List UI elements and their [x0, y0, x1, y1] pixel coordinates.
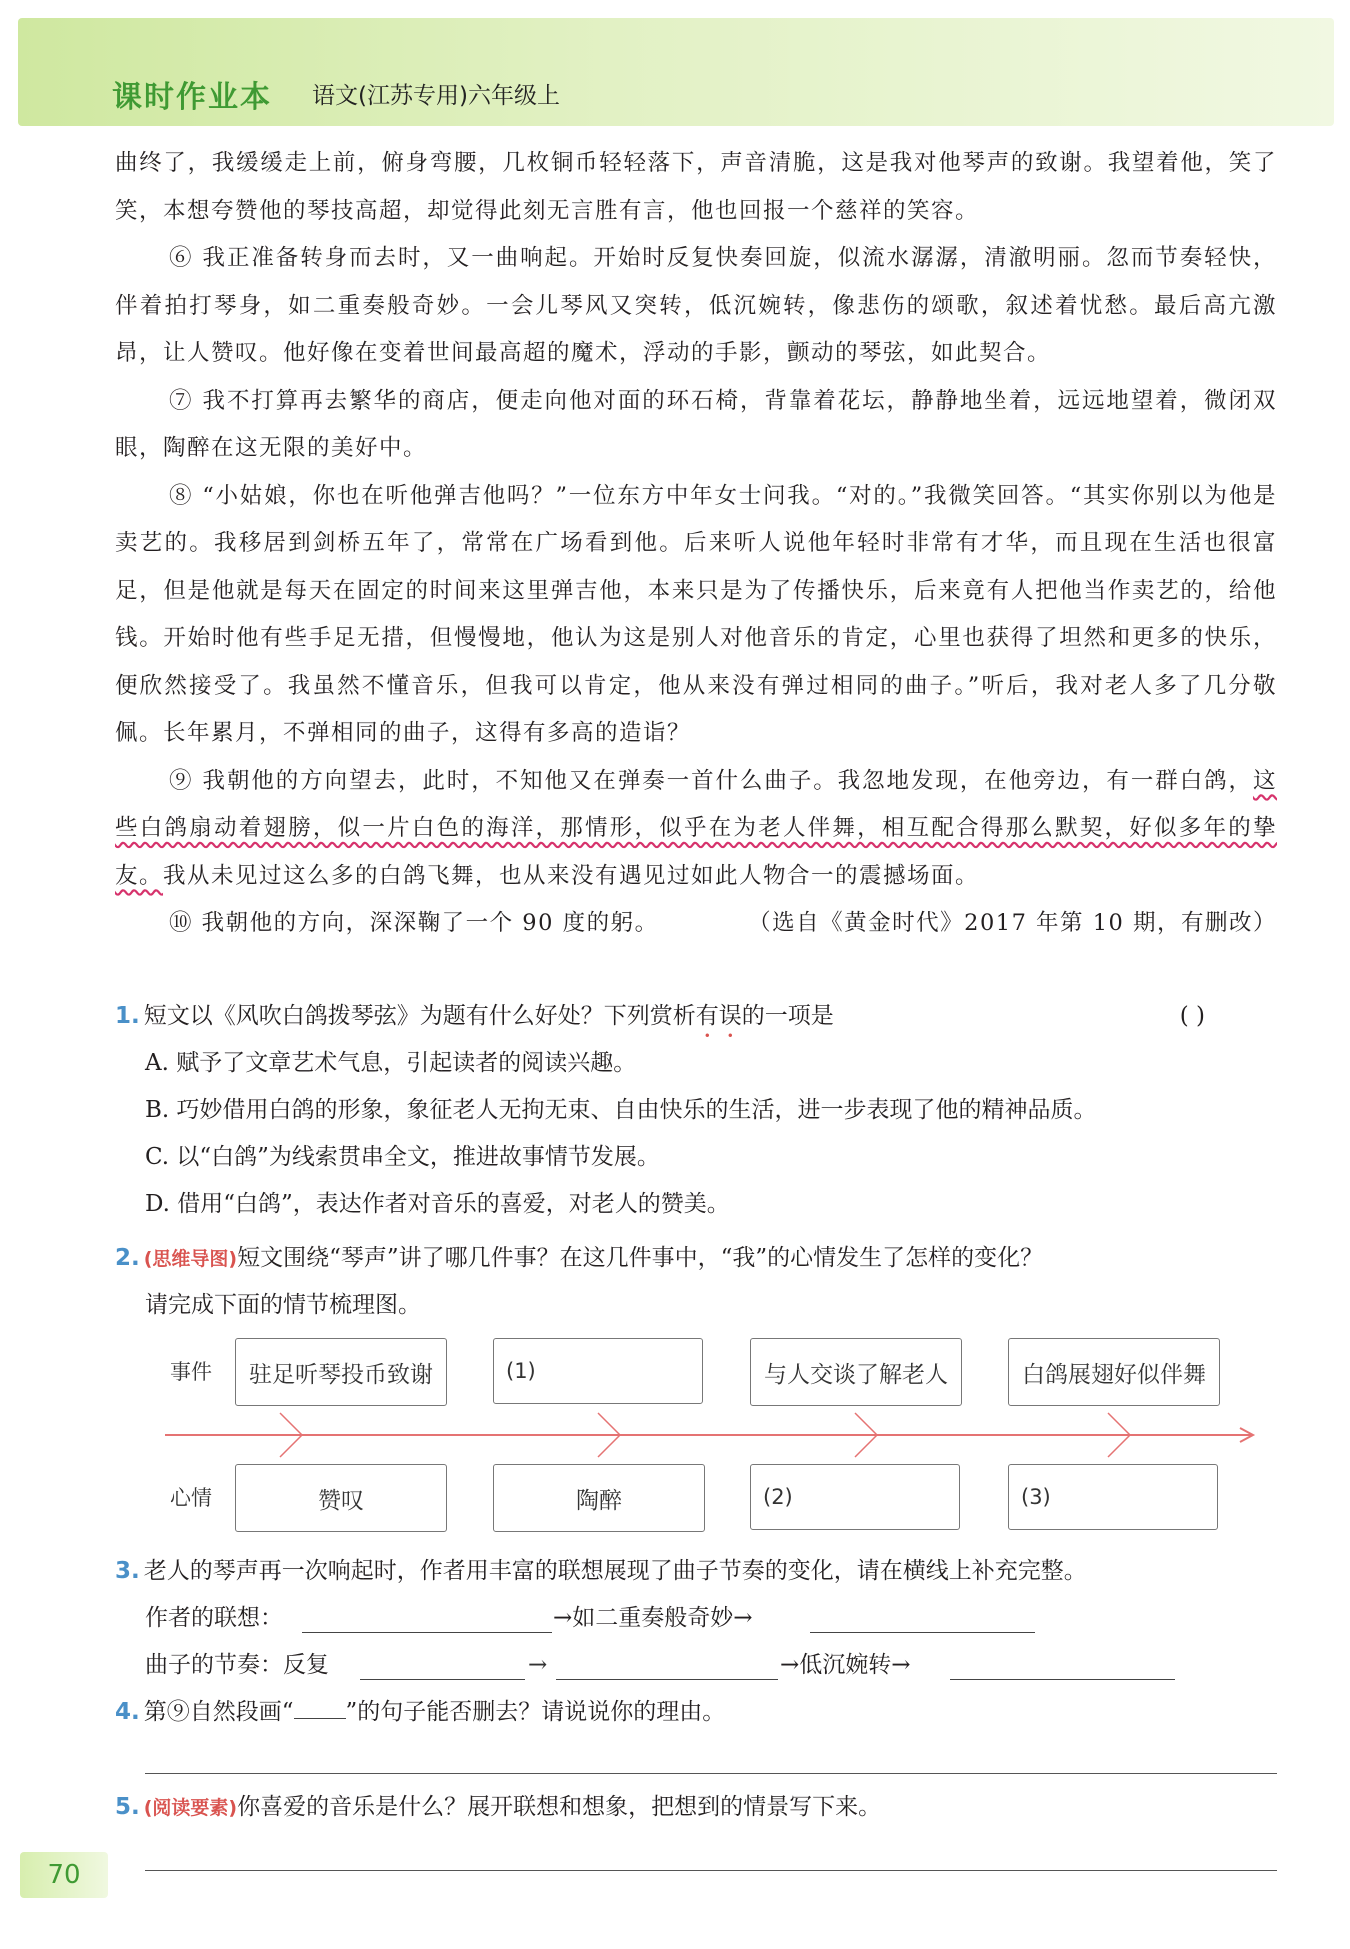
question-4-answer-line[interactable] [145, 1773, 1277, 1774]
source-citation: （选自《黄金时代》2017 年第 10 期，有删改） [748, 910, 1277, 936]
association-blank-1[interactable] [302, 1632, 552, 1633]
event-label: 事件 [170, 1360, 212, 1384]
mood-box-3[interactable]: (2) [750, 1464, 960, 1530]
paragraph-9-end: 我从未见过这么多的白鸽飞舞，也从来没有遇见过如此人物合一的震撼场面。 [163, 862, 980, 889]
paragraph-9-start: ⑨ 我朝他的方向望去，此时，不知他又在弹奏一首什么曲子。我忽地发现，在他旁边，有一群白鸽， [169, 767, 1253, 794]
association-blank-2[interactable] [810, 1632, 1035, 1633]
rhythm-middle: →低沉婉转→ [780, 1652, 911, 1678]
reading-element-tag: (阅读要素) [143, 1797, 238, 1819]
question-3 [115, 1549, 1285, 1593]
question-2-text-2: 请完成下面的情节梳理图。 [145, 1292, 421, 1318]
rhythm-blank-2[interactable] [556, 1679, 778, 1680]
event-box-1: 驻足听琴投币致谢 [235, 1338, 447, 1406]
option-b[interactable]: B. 巧妙借用白鸽的形象，象征老人无拘无束、自由快乐的生活，进一步表现了他的精神品质。 [145, 1097, 1097, 1123]
paragraph-6: ⑥ 我正准备转身而去时，又一曲响起。开始时反复快奏回旋，似流水潺潺，清澈明丽。忽而节奏轻快，伴着拍打琴身，如二重奏般奇妙。一会儿琴风又突转，低沉婉转，像悲伤的颂歌，叙述着忧愁。最后高亢激昂，让人赞叹。他好像在变着世间最高超的魔术，浮动的手影，颤动的琴弦，如此契合。 [115, 245, 1277, 366]
question-2-number: 2. [115, 1245, 140, 1271]
question-4-text-b: ”的句子能否删去？请说说你的理由。 [345, 1699, 726, 1725]
wavy-underlined-sentence: 这些白鸽扇动着翅膀，似一片白色的海洋，那情形，似乎在为老人伴舞，相互配合得那么默契，好似多年的挚友。 [115, 767, 1277, 889]
page-number: 70 [20, 1852, 108, 1898]
paragraph-8: ⑧ “小姑娘，你也在听他弹吉他吗？”一位东方中年女士问我。“对的。”我微笑回答。“其实你别以为他是卖艺的。我移居到剑桥五年了，常常在广场看到他。后来听人说他年轻时非常有才华，而且现在生活也很富足，但是他就是每天在固定的时间来这里弹吉他，本来只是为了传播快乐，后来竟有人把他当作卖艺的，给他钱。开始时他有些手足无措，但慢慢地，他认为这是别人对他音乐的肯定，心里也获得了坦然和更多的快乐，便欣然接受了。我虽然不懂音乐，但我可以肯定，他从来没有弹过相同的曲子。”听后，我对老人多了几分敬佩。长年累月，不弹相同的曲子，这得有多高的造诣？ [115, 482, 1277, 746]
paragraph-7: ⑦ 我不打算再去繁华的商店，便走向他对面的环石椅，背靠着花坛，静静地坐着，远远地望着，微闭双眼，陶醉在这无限的美好中。 [115, 387, 1277, 461]
plot-diagram [160, 1330, 1260, 1540]
mood-box-2: 陶醉 [493, 1464, 705, 1532]
question-5 [115, 1785, 1285, 1830]
association-label: 作者的联想： [145, 1605, 283, 1631]
question-4-number: 4. [115, 1699, 140, 1725]
answer-parentheses[interactable]: ( ) [1179, 1003, 1205, 1029]
mood-box-1: 赞叹 [235, 1464, 447, 1532]
association-middle: →如二重奏般奇妙→ [553, 1605, 753, 1631]
event-box-2[interactable]: (1) [493, 1338, 703, 1404]
rhythm-blank-1[interactable] [360, 1679, 525, 1680]
rhythm-label: 曲子的节奏：反复 [145, 1652, 329, 1678]
question-2-text: 短文围绕“琴声”讲了哪几件事？在这几件事中，“我”的心情发生了怎样的变化？ [237, 1245, 1044, 1271]
question-3-text: 老人的琴声再一次响起时，作者用丰富的联想展现了曲子节奏的变化，请在横线上补充完整。 [143, 1558, 1087, 1584]
question-2 [115, 1236, 1285, 1281]
question-1-text-b: 的一项是 [741, 1003, 834, 1029]
paragraph-10 [115, 900, 1277, 948]
question-5-number: 5. [115, 1794, 140, 1820]
question-3-number: 3. [115, 1558, 140, 1584]
question-1-text-a: 短文以《风吹白鸽拨琴弦》为题有什么好处？下列赏析 [143, 1003, 696, 1029]
mood-box-4[interactable]: (3) [1008, 1464, 1218, 1530]
question-4 [115, 1690, 1285, 1734]
reading-passage [115, 140, 1277, 948]
paragraph-10-text: ⑩ 我朝他的方向，深深鞠了一个 90 度的躬。 [169, 910, 659, 936]
option-c[interactable]: C. 以“白鸽”为线索贯串全文，推进故事情节发展。 [145, 1144, 660, 1170]
question-1 [115, 994, 1285, 1043]
book-title: 课时作业本 [112, 80, 272, 115]
question-5-answer-line[interactable] [145, 1870, 1277, 1871]
question-1-emphasis: 有误 [695, 1003, 742, 1029]
underline-sample [294, 1696, 346, 1719]
paragraph-9 [115, 758, 1277, 901]
paragraph-5-end: 曲终了，我缓缓走上前，俯身弯腰，几枚铜币轻轻落下，声音清脆，这是我对他琴声的致谢。我望着他，笑了笑，本想夸赞他的琴技高超，却觉得此刻无言胜有言，他也回报一个慈祥的笑容。 [115, 150, 1277, 224]
option-a[interactable]: A. 赋予了文章艺术气息，引起读者的阅读兴趣。 [145, 1050, 637, 1076]
mind-map-tag: (思维导图) [143, 1248, 238, 1270]
question-1-number: 1. [115, 1003, 140, 1029]
option-d[interactable]: D. 借用“白鸽”，表达作者对音乐的喜爱，对老人的赞美。 [145, 1191, 730, 1217]
book-subtitle: 语文(江苏专用)六年级上 [312, 83, 560, 109]
question-5-text: 你喜爱的音乐是什么？展开联想和想象，把想到的情景写下来。 [237, 1794, 882, 1820]
event-box-3: 与人交谈了解老人 [750, 1338, 962, 1406]
event-box-4: 白鸽展翅好似伴舞 [1008, 1338, 1220, 1406]
question-4-text-a: 第⑨自然段画“ [143, 1699, 294, 1725]
rhythm-blank-3[interactable] [950, 1679, 1175, 1680]
mood-label: 心情 [170, 1486, 212, 1510]
rhythm-arrow: → [528, 1652, 548, 1678]
